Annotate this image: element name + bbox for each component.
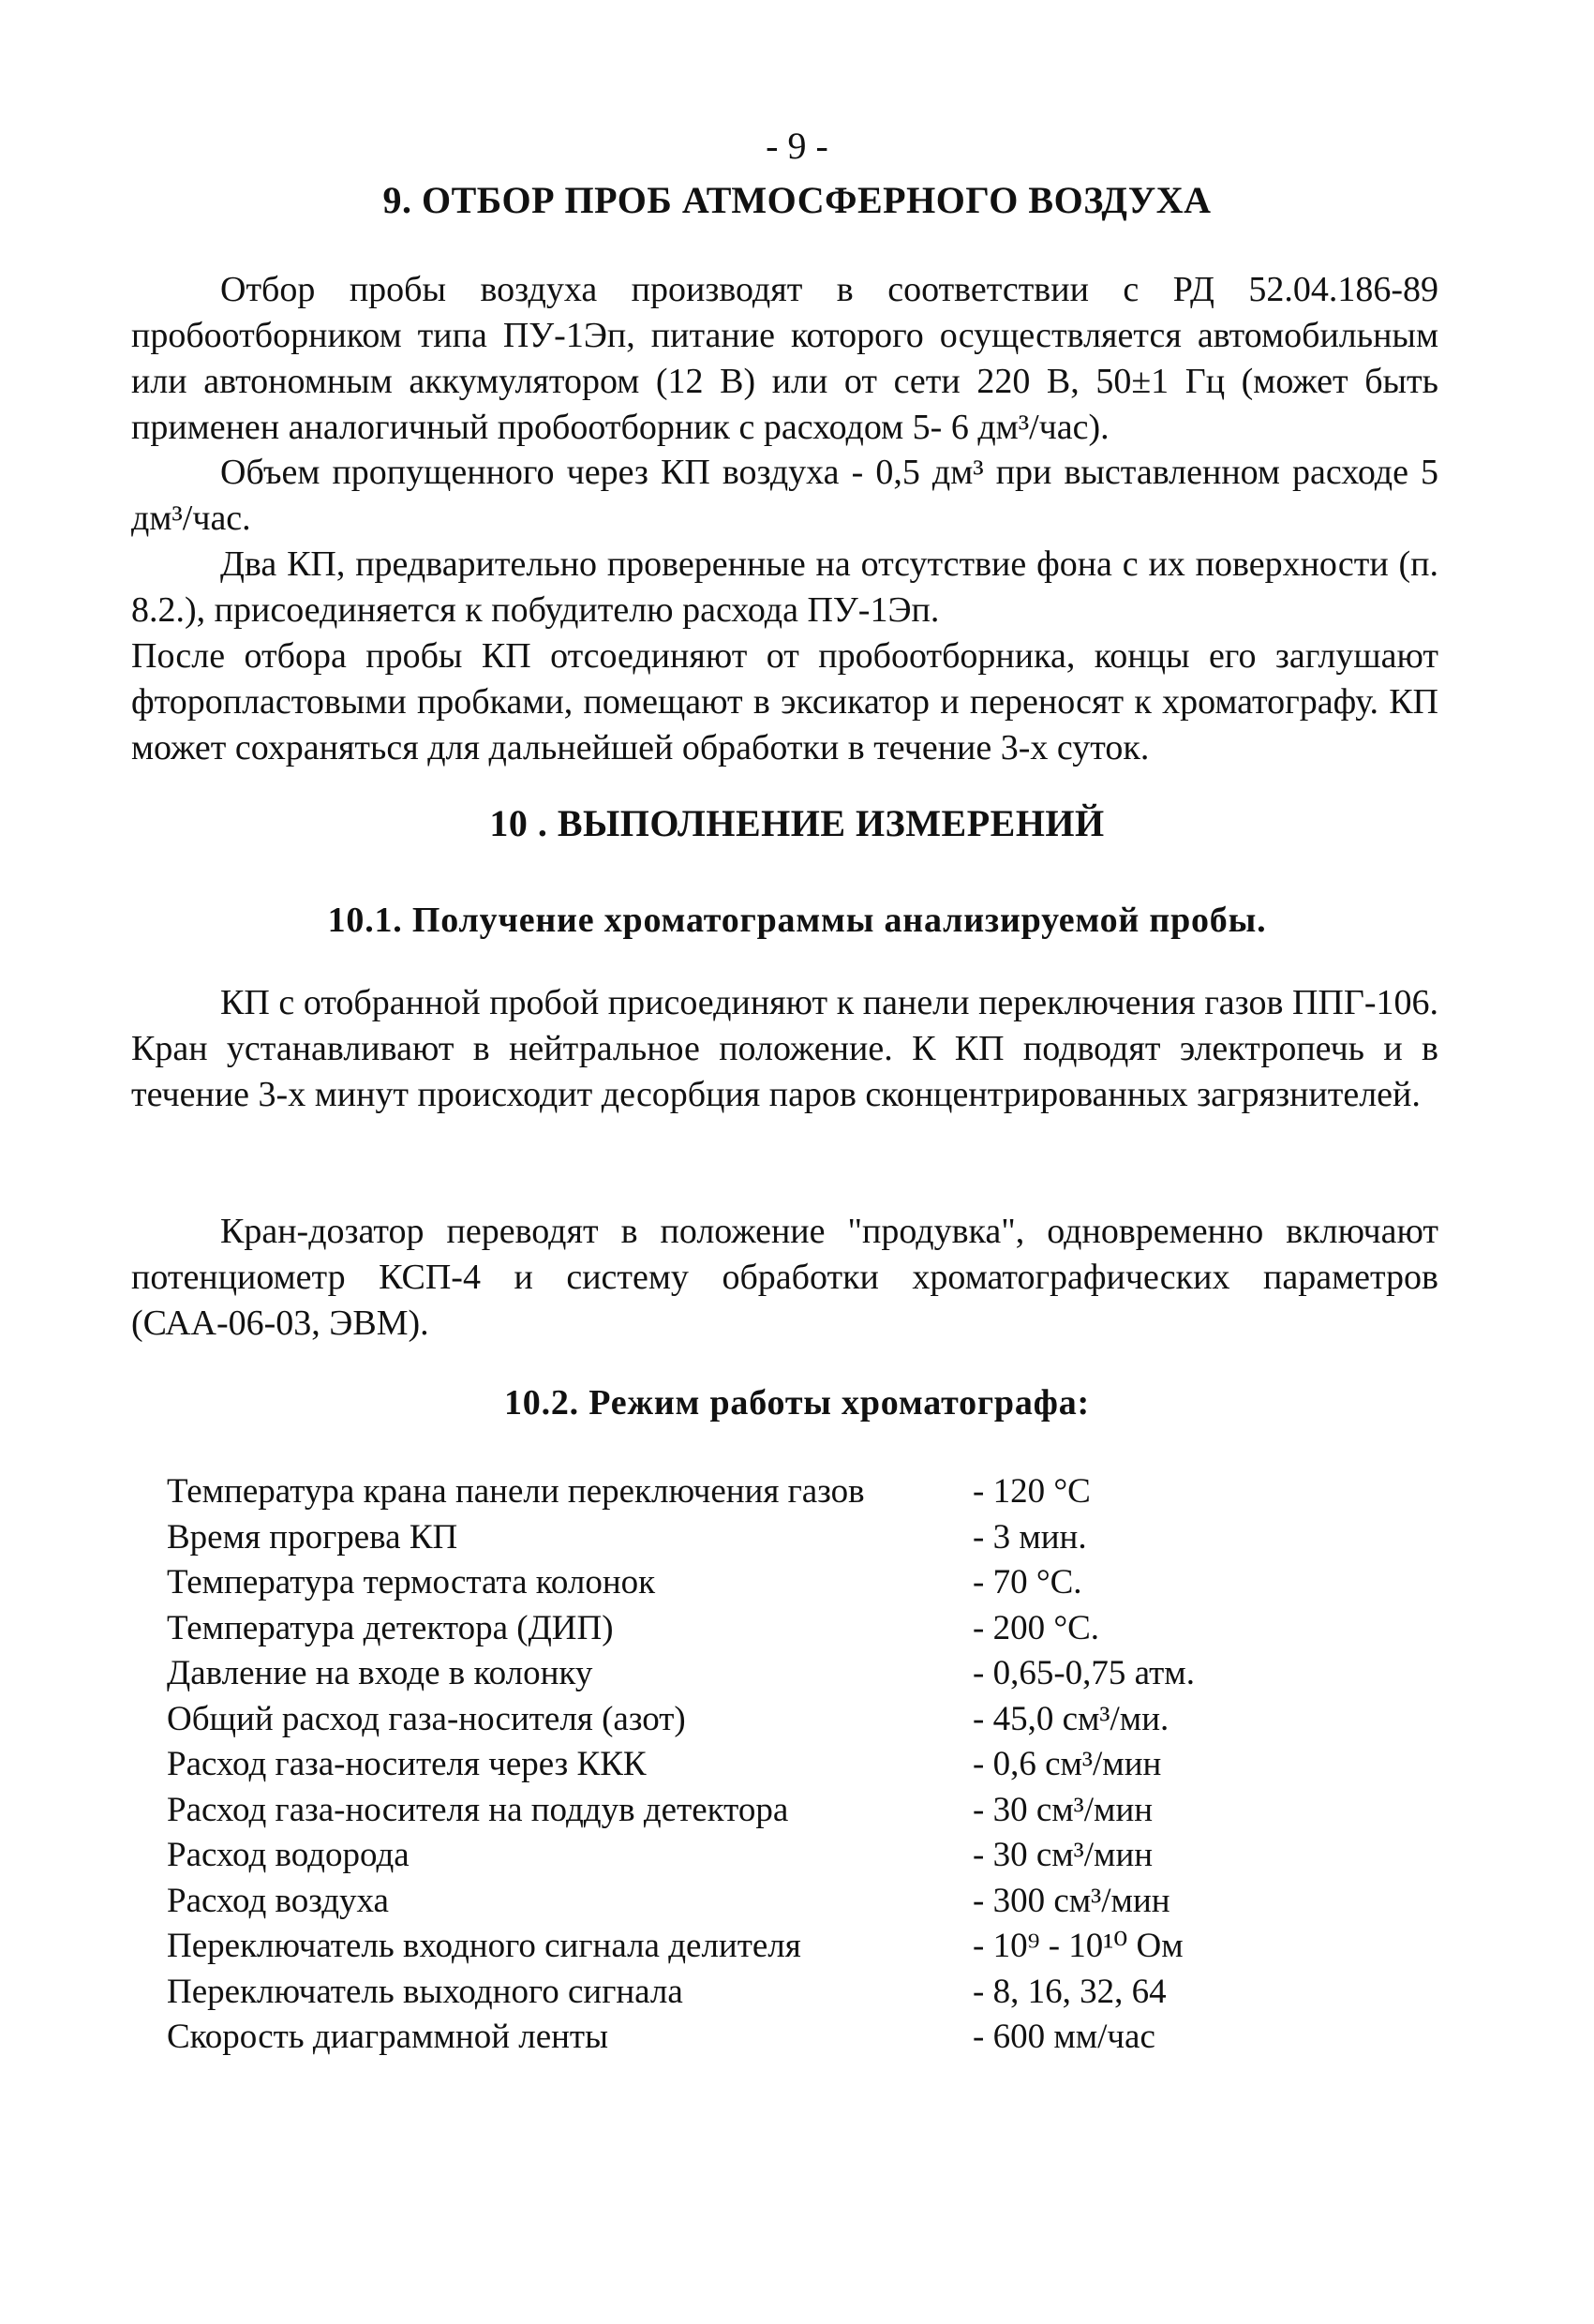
parameter-name: Расход водорода — [167, 1836, 410, 1874]
section-9-title: 9. ОТБОР ПРОБ АТМОСФЕРНОГО ВОЗДУХА — [382, 179, 1212, 221]
paragraph-after-sampling: После отбора пробы КП отсоединяют от пробоотборника, концы его заглушают фторопластовыми пробками, помещают в эксикатор и переносят к хроматографу. КП может сохраняться для дальнейшей обработки в течение 3-х суток. — [131, 636, 1438, 767]
paragraph-air-volume: Объем пропущенного через КП воздуха - 0,5 дм³ при выставленном расходе 5 дм³/час. — [131, 453, 1438, 538]
parameter-name: Давление на входе в колонку — [167, 1654, 593, 1692]
parameter-value: - 300 см³/мин — [973, 1881, 1170, 1920]
parameter-value: - 70 °С. — [973, 1563, 1082, 1601]
parameter-name: Общий расход газа-носителя (азот) — [167, 1699, 686, 1738]
parameter-name: Переключатель входного сигнала делителя — [167, 1927, 801, 1965]
parameter-row — [167, 2015, 1291, 2061]
parameter-row — [167, 1970, 1291, 2016]
parameter-name: Температура крана панели переключения газов — [167, 1472, 865, 1511]
paragraph-sampling-method: Отбор пробы воздуха производят в соответствии с РД 52.04.186-89 пробоотборником типа ПУ-1Эп, питание которого осуществляется автомобильным или автономным аккумулятором (12 В) или от сети 220 В, 50±1 Гц (может быть применен аналогичный пробоотборник с расходом 5- 6 дм³/час). — [131, 270, 1438, 447]
parameter-name: Расход газа-носителя на поддув детектора — [167, 1790, 789, 1829]
subsection-10-2-title: 10.2. Режим работы хроматографа: — [503, 1383, 1091, 1423]
parameter-value: - 0,6 см³/мин — [973, 1745, 1162, 1783]
parameter-row — [167, 1742, 1291, 1788]
parameter-value: - 3 мин. — [973, 1517, 1087, 1557]
parameter-row — [167, 1515, 1291, 1561]
parameter-row — [167, 1879, 1291, 1925]
parameter-value: - 45,0 см³/ми. — [973, 1699, 1169, 1738]
parameter-value: - 200 °С. — [973, 1608, 1100, 1647]
subsection-10-1-title: 10.1. Получение хроматограммы анализируемой пробы. — [327, 901, 1267, 940]
parameter-row — [167, 1697, 1291, 1743]
parameter-value: - 8, 16, 32, 64 — [973, 1972, 1167, 2011]
parameter-row — [167, 1651, 1291, 1697]
parameter-name: Расход воздуха — [167, 1881, 389, 1920]
chromatograph-parameters-list — [167, 1469, 1291, 2061]
parameter-value: - 10⁹ - 10¹⁰ Ом — [973, 1927, 1184, 1965]
parameter-name: Температура детектора (ДИП) — [167, 1608, 614, 1647]
parameter-row — [167, 1606, 1291, 1652]
paragraph-two-kp: Два КП, предварительно проверенные на отсутствие фона с их поверхности (п. 8.2.), присоединяется к побудителю расхода ПУ-1Эп. — [131, 544, 1438, 630]
parameter-row — [167, 1560, 1291, 1606]
page-number: - 9 - — [766, 125, 828, 167]
parameter-name: Температура термостата колонок — [167, 1563, 656, 1601]
parameter-name: Расход газа-носителя через ККК — [167, 1745, 647, 1783]
parameter-value: - 0,65-0,75 атм. — [973, 1654, 1195, 1692]
parameter-value: - 30 см³/мин — [973, 1790, 1154, 1829]
parameter-value: - 600 мм/час — [973, 2018, 1155, 2056]
parameter-row — [167, 1788, 1291, 1834]
paragraph-connect-kp: КП с отобранной пробой присоединяют к панели переключения газов ППГ-106. Кран устанавливают в нейтральное положение. К КП подводят электропечь и в течение 3-х минут происходит десорбция паров сконцентрированных загрязнителей. — [131, 983, 1438, 1114]
paragraph-crane-dispenser: Кран-дозатор переводят в положение "продувка", одновременно включают потенциометр КСП-4 и систему обработки хроматографических параметров (САА-06-03, ЭВМ). — [131, 1212, 1438, 1343]
parameter-value: - 30 см³/мин — [973, 1836, 1154, 1874]
section-10-title: 10 . ВЫПОЛНЕНИЕ ИЗМЕРЕНИЙ — [489, 802, 1105, 844]
parameter-row — [167, 1833, 1291, 1879]
parameter-value: - 120 °С — [973, 1472, 1091, 1511]
parameter-name: Скорость диаграммной ленты — [167, 2018, 608, 2056]
parameter-row — [167, 1469, 1291, 1515]
parameter-name: Переключатель выходного сигнала — [167, 1972, 683, 2011]
parameter-name: Время прогрева КП — [167, 1517, 458, 1557]
parameter-row — [167, 1924, 1291, 1970]
